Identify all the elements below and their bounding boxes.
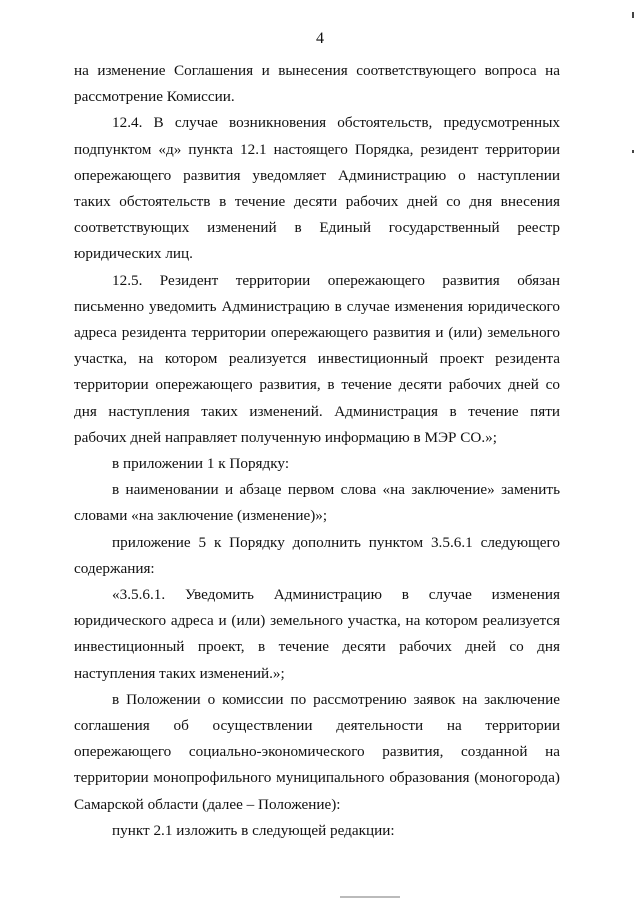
paragraph: пункт 2.1 изложить в следующей редакции: [112,821,395,839]
paragraph: на изменение Соглашения и вынесения соответствующего вопроса на рассмотрение Комиссии. [74,62,560,106]
page-number: 4 [316,30,324,47]
paragraph: в наименовании и абзаце первом слова «на заключение» заменить словами «на заключение (изменение)»; [74,481,560,525]
document-body [74,58,560,844]
paragraph-12-4: 12.4. В случае возникновения обстоятельств, предусмотренных подпунктом «д» пункта 12.1 настоящего Порядка, резидент территории опережающего развития уведомляет Администрацию о наступлении таких обстоятельств в течение десяти рабочих дней со дня внесения соответствующих изменений в Единый государственный реестр юридических лиц. [74,114,560,263]
scan-artifact [632,12,634,18]
paragraph: в приложении 1 к Порядку: [112,455,290,473]
scan-artifact [632,150,634,153]
paragraph: приложение 5 к Порядку дополнить пунктом 3.5.6.1 следующего содержания: [74,533,560,577]
paragraph-3-5-6-1: «3.5.6.1. Уведомить Администрацию в случае изменения юридического адреса и (или) земельного участка, на котором реализуется инвестиционный проект, в течение десяти рабочих дней со дня наступления таких изменений.»; [74,586,560,682]
scan-artifact [340,896,400,898]
paragraph: в Положении о комиссии по рассмотрению заявок на заключение соглашения об осуществлении деятельности на территории опережающего социально-экономического развития, созданной на территории монопрофильного муниципального образования (моногорода) Самарской области (далее – Положение): [74,690,560,813]
paragraph-12-5: 12.5. Резидент территории опережающего развития обязан письменно уведомить Администрацию в случае изменения юридического адреса резидента территории опережающего развития и (или) земельного участка, на котором реализуется инвестиционный проект резидента территории опережающего развития, в течение десяти рабочих дней со дня наступления таких изменений. Администрация в течение пяти рабочих дней направляет полученную информацию в МЭР СО.»; [74,271,560,446]
